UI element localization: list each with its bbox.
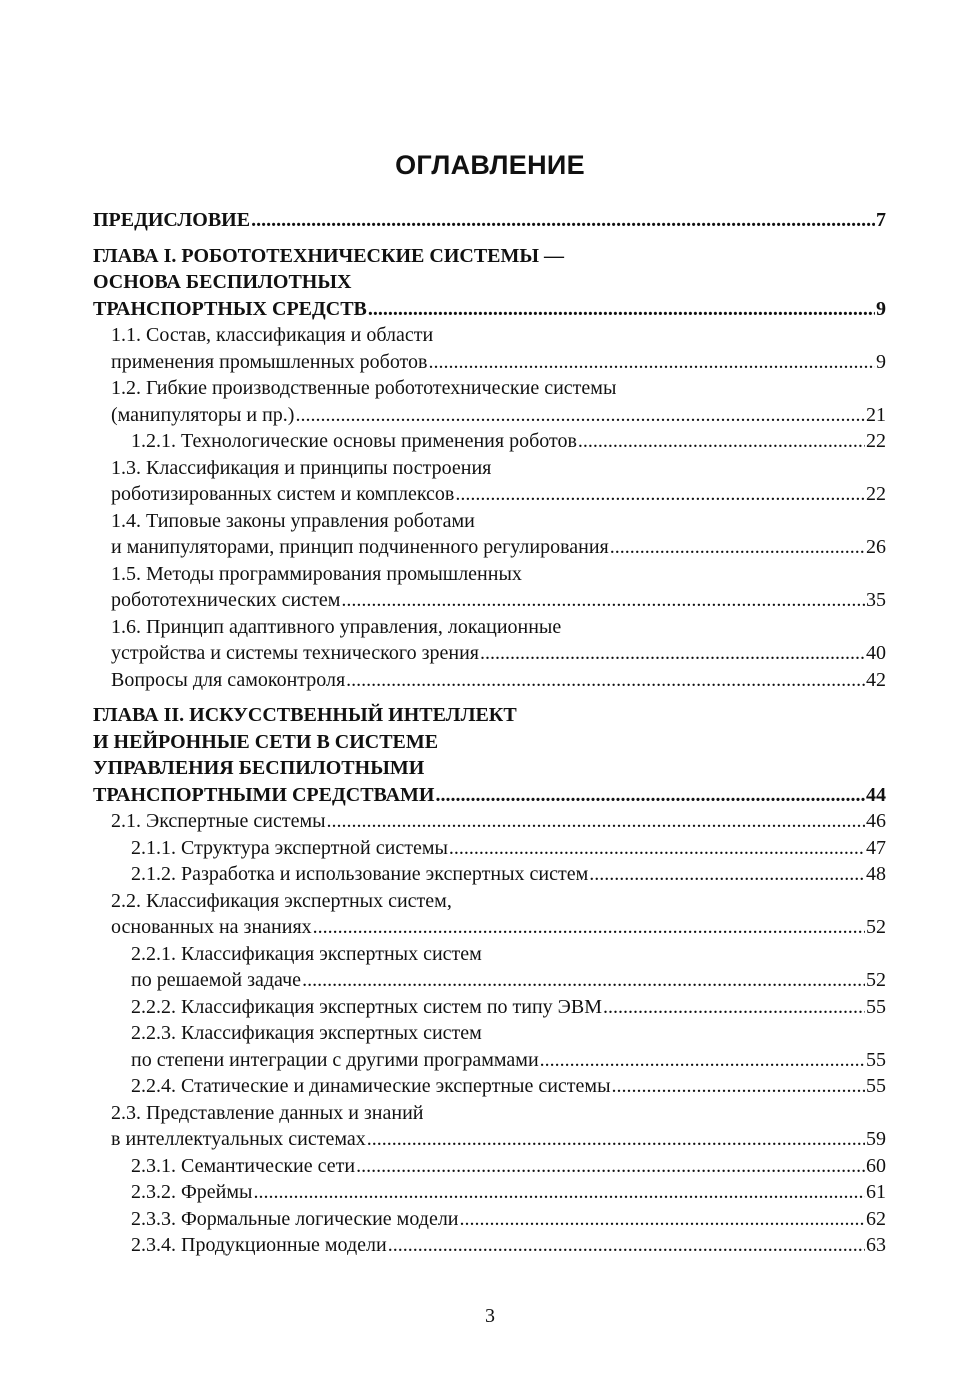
toc-entry-leader-line: [131, 1153, 886, 1180]
toc-entry-title: ТРАНСПОРТНЫХ СРЕДСТВ: [93, 297, 367, 320]
toc-page-number: 47: [866, 836, 886, 859]
toc-section-entry[interactable]: [93, 941, 886, 994]
toc-entry-title-line: УПРАВЛЕНИЯ БЕСПИЛОТНЫМИ: [93, 757, 425, 779]
toc-entry-leader-line: [111, 667, 886, 694]
toc-entry-leader-line: [93, 782, 886, 809]
toc-entry-title: робототехнических систем: [111, 589, 341, 611]
dot-leader: [578, 428, 865, 455]
toc-section-entry[interactable]: [93, 1179, 886, 1206]
dot-leader: [251, 207, 875, 234]
toc-page-number: 44: [866, 783, 886, 806]
toc-entry-title-line: ГЛАВА II. ИСКУССТВЕННЫЙ ИНТЕЛЛЕКТ: [93, 704, 517, 726]
toc-page-number: 48: [866, 863, 886, 885]
toc-section-entry[interactable]: [93, 861, 886, 888]
toc-entry-title: 2.3.1. Семантические сети: [131, 1154, 356, 1177]
toc-entry-leader-line: [111, 808, 886, 835]
toc-entry-leader-line: [131, 1073, 886, 1100]
toc-page-number: 46: [866, 810, 886, 832]
dot-leader: [346, 667, 865, 694]
toc-page-number: 21: [866, 403, 886, 426]
toc-entry-leader-line: [131, 967, 886, 994]
toc-page-number: 7: [876, 209, 886, 231]
toc-entry-title-line: 1.6. Принцип адаптивного управления, локационные: [111, 615, 562, 638]
toc-entry-title: 2.2.4. Статические и динамические экспертные системы: [131, 1075, 611, 1097]
toc-page-number: 59: [866, 1128, 886, 1150]
toc-page-number: 63: [866, 1234, 886, 1256]
toc-page-number: 61: [866, 1181, 886, 1203]
toc-section-entry[interactable]: [93, 455, 886, 508]
toc-page-number: 22: [866, 483, 886, 505]
toc-entry-title: в интеллектуальных системах: [111, 1128, 366, 1150]
dot-leader: [455, 481, 865, 508]
toc-section-entry[interactable]: [93, 835, 886, 862]
dot-leader: [388, 1232, 865, 1259]
dot-leader: [460, 1206, 866, 1233]
toc-section-entry[interactable]: [93, 1206, 886, 1233]
toc-section-entry[interactable]: [93, 1232, 886, 1259]
dot-leader: [589, 861, 865, 888]
toc-entry-leader-line: [93, 296, 886, 323]
dot-leader: [295, 402, 865, 429]
toc-page-number: 9: [876, 297, 886, 320]
toc-entry-title-line: 2.3. Представление данных и знаний: [111, 1101, 424, 1124]
dot-leader: [480, 640, 865, 667]
toc-entry-leader-line: [131, 835, 886, 862]
toc-entry-title-line: ГЛАВА I. РОБОТОТЕХНИЧЕСКИЕ СИСТЕМЫ —: [93, 244, 565, 267]
toc-entry-title-line: 1.3. Классификация и принципы построения: [111, 456, 492, 479]
dot-leader: [313, 914, 865, 941]
dot-leader: [356, 1153, 865, 1180]
toc-entry-leader-line: [131, 1179, 886, 1206]
toc-entry-leader-line: [111, 481, 886, 508]
dot-leader: [302, 967, 865, 994]
toc-entry-leader-line: [111, 587, 886, 614]
toc-entry-leader-line: [111, 640, 886, 667]
toc-entry-title: ПРЕДИСЛОВИЕ: [93, 209, 251, 231]
dot-leader: [540, 1047, 865, 1074]
toc-entry-title: (манипуляторы и пр.): [111, 403, 295, 426]
dot-leader: [367, 1126, 865, 1153]
toc-page-number: 35: [866, 589, 886, 611]
toc-entry-title: 2.1.1. Структура экспертной системы: [131, 836, 448, 859]
toc-entry-title-line: 1.1. Состав, классификация и области: [111, 324, 434, 346]
toc-section-entry[interactable]: [93, 322, 886, 375]
toc-section-entry[interactable]: [93, 508, 886, 561]
toc-chapter-entry[interactable]: [93, 243, 886, 323]
toc-entry-title: по решаемой задаче: [131, 969, 302, 991]
toc-chapter-entry[interactable]: [93, 702, 886, 808]
toc-entry-leader-line: [111, 1126, 886, 1153]
dot-leader: [603, 994, 865, 1021]
toc-entry-title: 2.3.4. Продукционные модели: [131, 1234, 387, 1256]
toc-entry-leader-line: [111, 534, 886, 561]
toc-entry-leader-line: [93, 207, 886, 234]
dot-leader: [428, 349, 875, 376]
toc-page-number: 52: [866, 969, 886, 991]
toc-entry-title: 2.1. Экспертные системы: [111, 810, 326, 832]
toc-section-entry[interactable]: [93, 888, 886, 941]
toc-section-entry[interactable]: [93, 667, 886, 694]
toc-entry-title-line: 1.5. Методы программирования промышленных: [111, 562, 522, 585]
toc-entry-title: основанных на знаниях: [111, 916, 312, 938]
toc-entry-title: Вопросы для самоконтроля: [111, 668, 346, 691]
toc-section-entry[interactable]: [93, 428, 886, 455]
dot-leader: [449, 835, 865, 862]
toc-entry-title-line: ОСНОВА БЕСПИЛОТНЫХ: [93, 271, 352, 293]
toc-entry-title: ТРАНСПОРТНЫМИ СРЕДСТВАМИ: [93, 783, 435, 806]
toc-page-number: 42: [866, 668, 886, 691]
toc-entry-title-line: 2.2. Классификация экспертных систем,: [111, 889, 452, 912]
toc-entry-leader-line: [131, 861, 886, 888]
toc-page-number: 62: [866, 1207, 886, 1230]
toc-entry-title: 2.3.3. Формальные логические модели: [131, 1207, 459, 1230]
toc-entry-leader-line: [111, 402, 886, 429]
toc-section-entry[interactable]: [93, 1100, 886, 1153]
toc-page-number: 22: [866, 430, 886, 452]
toc-section-entry[interactable]: [93, 561, 886, 614]
dot-leader: [253, 1179, 865, 1206]
toc-entry-title-line: 1.4. Типовые законы управления роботами: [111, 509, 475, 532]
toc-entry-leader-line: [131, 428, 886, 455]
toc-entry-leader-line: [131, 1047, 886, 1074]
dot-leader: [327, 808, 865, 835]
toc-entry-title: 2.2.2. Классификация экспертных систем по типу ЭВМ: [131, 995, 602, 1018]
toc-entry-title: роботизированных систем и комплексов: [111, 483, 455, 505]
toc-entry-leader-line: [111, 349, 886, 376]
dot-leader: [612, 1073, 865, 1100]
toc-page-number: 52: [866, 916, 886, 938]
toc-entry-title-line: И НЕЙРОННЫЕ СЕТИ В СИСТЕМЕ: [93, 730, 439, 753]
toc-entry-leader-line: [131, 1232, 886, 1259]
toc-section-entry[interactable]: [93, 1153, 886, 1180]
toc-chapter-entry[interactable]: [93, 207, 886, 234]
toc-entry-title: по степени интеграции с другими программами: [131, 1048, 539, 1071]
toc-entry-leader-line: [111, 914, 886, 941]
toc-entry-title-line: 2.2.1. Классификация экспертных систем: [131, 942, 482, 965]
dot-leader: [341, 587, 865, 614]
toc-page-number: 55: [866, 1075, 886, 1097]
toc-page-number: 55: [866, 1048, 886, 1071]
dot-leader: [368, 296, 875, 323]
toc-entry-leader-line: [131, 1206, 886, 1233]
toc-entry-title: и манипуляторами, принцип подчиненного регулирования: [111, 536, 609, 558]
toc-page-number: 26: [866, 536, 886, 558]
toc-entry-title: 1.2.1. Технологические основы применения роботов: [131, 430, 577, 452]
dot-leader: [610, 534, 865, 561]
toc-entry-title: применения промышленных роботов: [111, 350, 428, 373]
toc-entry-leader-line: [131, 994, 886, 1021]
page-title: ОГЛАВЛЕНИЕ: [395, 150, 585, 180]
toc-entry-title-line: 2.2.3. Классификация экспертных систем: [131, 1022, 482, 1044]
toc-page-number: 9: [876, 350, 886, 373]
toc-section-entry[interactable]: [93, 1020, 886, 1073]
toc-entry-title-line: 1.2. Гибкие производственные робототехнические системы: [111, 377, 617, 399]
toc-section-entry[interactable]: [93, 1073, 886, 1100]
toc-section-entry[interactable]: [93, 375, 886, 428]
toc-section-entry[interactable]: [93, 614, 886, 667]
toc-entry-title: устройства и системы технического зрения: [111, 642, 479, 664]
toc-entry-title: 2.1.2. Разработка и использование экспертных систем: [131, 863, 589, 885]
toc-page-number: 60: [866, 1154, 886, 1177]
table-of-contents: [93, 207, 886, 1259]
toc-page-number: 40: [866, 642, 886, 664]
toc-section-entry[interactable]: [93, 808, 886, 835]
page-number: 3: [485, 1305, 495, 1327]
toc-page-number: 55: [866, 995, 886, 1018]
toc-entry-title: 2.3.2. Фреймы: [131, 1181, 253, 1203]
dot-leader: [435, 782, 865, 809]
toc-section-entry[interactable]: [93, 994, 886, 1021]
